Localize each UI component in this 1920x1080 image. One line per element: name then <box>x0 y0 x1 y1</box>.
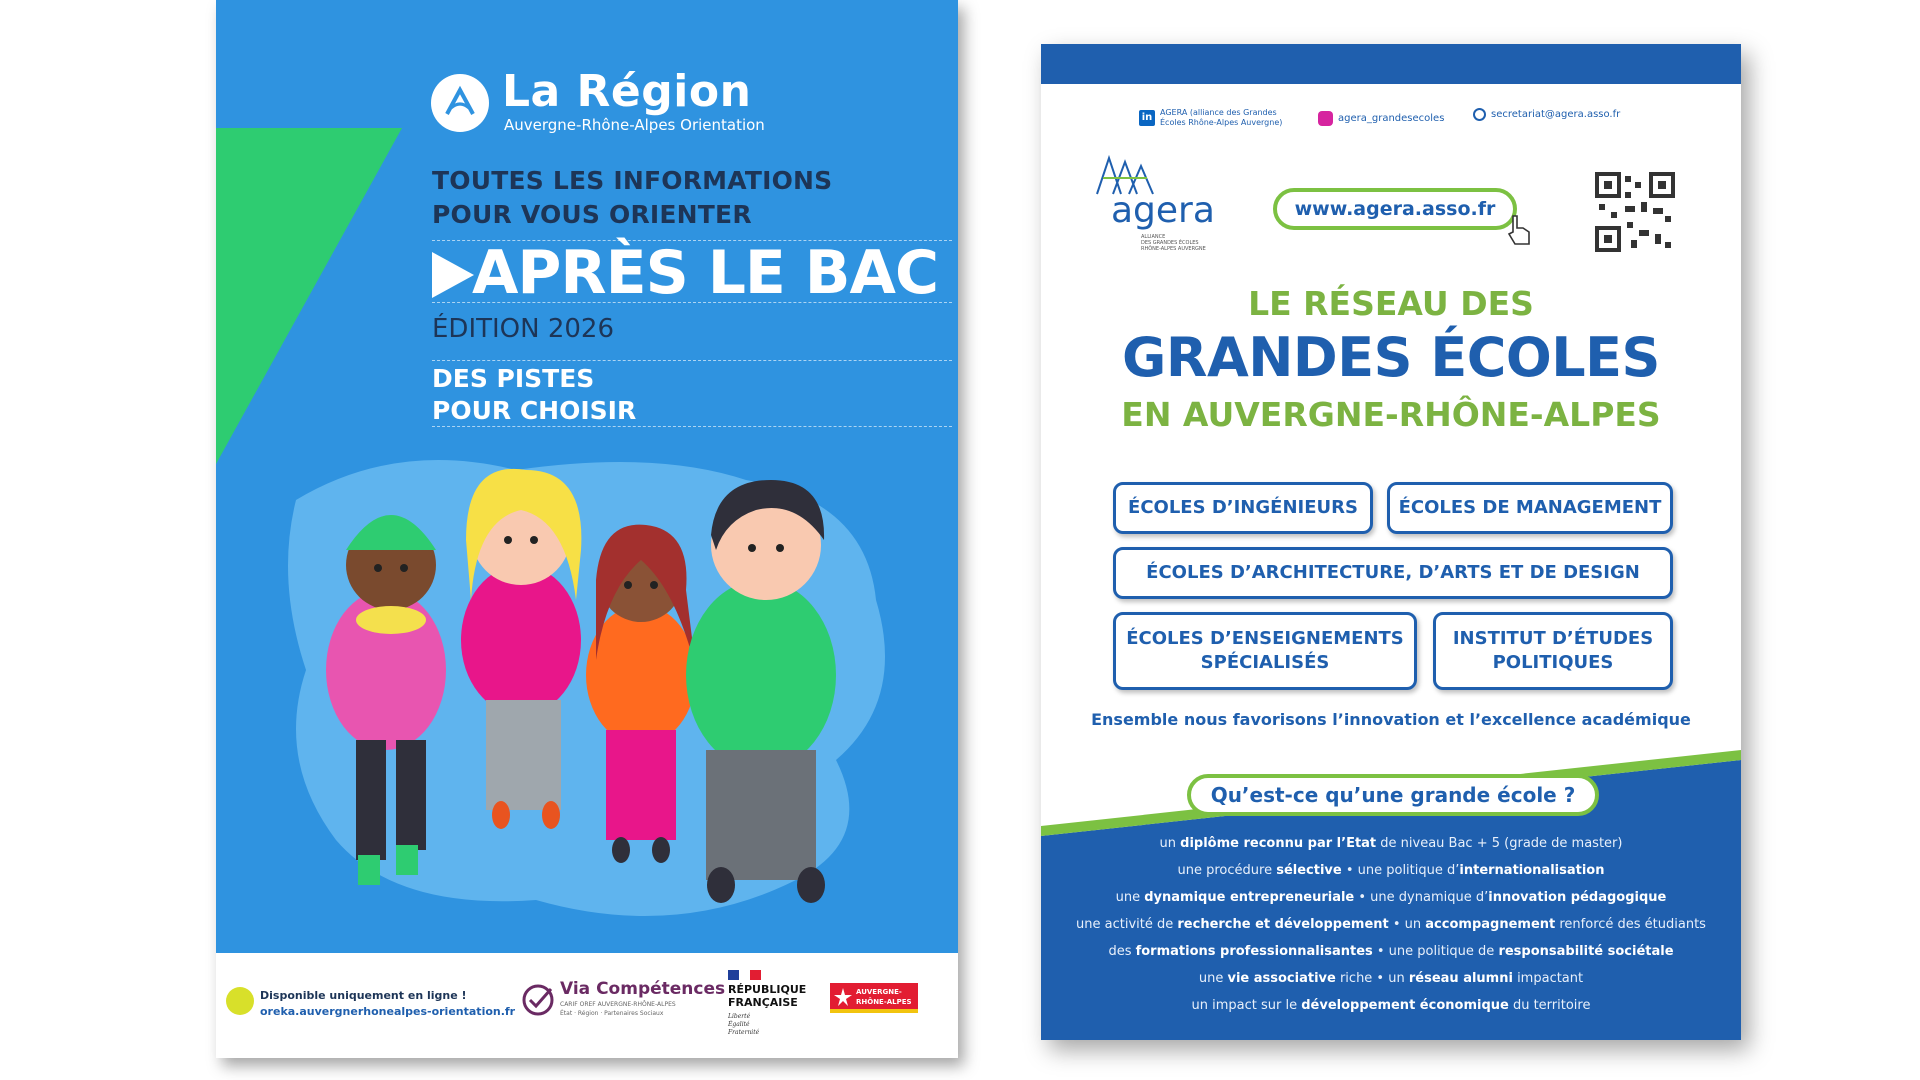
definition-text: un impact sur le <box>1191 998 1302 1013</box>
definition-text: de niveau Bac + 5 (grade de master) <box>1376 836 1623 851</box>
definition-text: riche • un <box>1335 971 1409 986</box>
definition-text: • une dynamique d’ <box>1354 890 1489 905</box>
region-ara-logo <box>830 983 918 1013</box>
agera-logo-text: agera <box>1111 190 1215 231</box>
linkedin-icon: in <box>1139 110 1155 126</box>
definition-text: • une politique de <box>1372 944 1499 959</box>
republique-line-2: FRANÇAISE <box>728 996 798 1009</box>
qr-code-icon[interactable] <box>1595 172 1675 252</box>
definition-line <box>1041 890 1741 905</box>
definition-text: • un <box>1388 917 1426 932</box>
top-blue-bar <box>1041 44 1741 84</box>
main-title: APRÈS LE BAC <box>472 238 939 308</box>
region-ara-text-2: RHÔNE-ALPES <box>856 998 912 1006</box>
definition-text: du territoire <box>1508 998 1591 1013</box>
definition-text: un <box>1159 836 1181 851</box>
instagram-handle: agera_grandesecoles <box>1338 113 1445 124</box>
edition-label: ÉDITION 2026 <box>432 314 615 344</box>
brand-subtitle: Auvergne-Rhône-Alpes Orientation <box>504 116 765 134</box>
definition-keyword: diplôme reconnu par l’Etat <box>1180 836 1377 851</box>
heading-line-2: POUR VOUS ORIENTER <box>432 200 752 229</box>
via-competences-title: Via Compétences <box>560 979 726 999</box>
question-bubble: Qu’est-ce qu’une grande école ? <box>1187 774 1599 816</box>
divider <box>432 360 952 361</box>
pointer-hand-icon <box>1505 214 1535 248</box>
agera-logo-sub-1: ALLIANCE <box>1141 234 1166 240</box>
definition-text: • une politique d’ <box>1341 863 1460 878</box>
box-ecoles-architecture: ÉCOLES D’ARCHITECTURE, D’ARTS ET DE DESIGN <box>1113 547 1673 599</box>
definition-text: renforcé des étudiants <box>1555 917 1706 932</box>
via-competences-check-icon <box>521 983 555 1017</box>
flyer-tagline: Ensemble nous favorisons l’innovation et l’excellence académique <box>1091 710 1691 729</box>
motto-egalite: Égalité <box>728 1021 750 1028</box>
students-illustration <box>276 440 916 940</box>
definition-keyword: développement économique <box>1301 998 1509 1013</box>
french-flag-icon <box>728 970 761 980</box>
definition-keyword: innovation pédagogique <box>1488 890 1667 905</box>
definition-line <box>1041 944 1741 959</box>
linkedin-text-2: Écoles Rhône-Alpes Auvergne) <box>1160 118 1283 127</box>
pistes-line-2: POUR CHOISIR <box>432 396 637 425</box>
definition-text: des <box>1108 944 1136 959</box>
agera-website-link[interactable] <box>1273 188 1517 230</box>
region-ara-text-1: AUVERGNE- <box>856 988 902 996</box>
flyer-title-3: EN AUVERGNE-RHÔNE-ALPES <box>1121 395 1661 434</box>
instagram-icon <box>1318 111 1333 126</box>
agera-logo-sub-3: RHÔNE-ALPES AUVERGNE <box>1141 246 1206 252</box>
agera-flyer <box>1041 44 1741 1040</box>
definition-keyword: formations professionnalisantes <box>1135 944 1373 959</box>
email-link[interactable] <box>1473 108 1620 121</box>
online-badge-icon <box>226 987 254 1015</box>
definition-keyword: réseau alumni <box>1408 971 1513 986</box>
definition-keyword: vie associative <box>1227 971 1336 986</box>
linkedin-link[interactable] <box>1139 108 1282 128</box>
motto-liberte: Liberté <box>728 1013 751 1020</box>
definition-line <box>1041 971 1741 986</box>
region-ara-star-icon <box>834 988 852 1006</box>
agera-logo-sub-2: DES GRANDES ÉCOLES <box>1141 240 1199 246</box>
play-arrow-icon <box>432 252 474 298</box>
definition-line <box>1041 917 1741 932</box>
definition-keyword: dynamique entrepreneuriale <box>1144 890 1355 905</box>
definition-keyword: sélective <box>1276 863 1342 878</box>
box-institut-etudes-politiques: INSTITUT D’ÉTUDES POLITIQUES <box>1433 612 1673 690</box>
definition-line <box>1041 863 1741 878</box>
brochure-footer <box>216 953 958 1058</box>
box-ecoles-management: ÉCOLES DE MANAGEMENT <box>1387 482 1673 534</box>
definition-keyword: accompagnement <box>1425 917 1556 932</box>
flyer-title-1: LE RÉSEAU DES <box>1248 284 1534 323</box>
definition-keyword: internationalisation <box>1459 863 1605 878</box>
definition-line <box>1041 998 1741 1013</box>
definition-text: impactant <box>1512 971 1584 986</box>
pistes-line-1: DES PISTES <box>432 364 595 393</box>
green-triangle-decoration <box>216 128 406 468</box>
definition-keyword: recherche et développement <box>1177 917 1389 932</box>
box-ecoles-ingenieurs: ÉCOLES D’INGÉNIEURS <box>1113 482 1373 534</box>
email-icon <box>1473 108 1486 121</box>
orientation-brochure-cover <box>216 0 958 1058</box>
region-logo-icon <box>431 74 489 132</box>
email-address: secretariat@agera.asso.fr <box>1491 109 1621 120</box>
via-competences-sub-1: CARIF OREF AUVERGNE-RHÔNE-ALPES <box>560 1001 676 1008</box>
divider <box>432 302 952 303</box>
republique-line-1: RÉPUBLIQUE <box>728 983 807 996</box>
brand-title: La Région <box>502 66 752 117</box>
via-competences-sub-2: État · Région · Partenaires Sociaux <box>560 1010 664 1017</box>
divider <box>432 426 952 427</box>
box-ecoles-enseignements: ÉCOLES D’ENSEIGNEMENTS SPÉCIALISÉS <box>1113 612 1417 690</box>
instagram-link[interactable] <box>1318 111 1444 126</box>
online-url[interactable]: oreka.auvergnerhonealpes-orientation.fr <box>260 1005 516 1018</box>
online-label: Disponible uniquement en ligne ! <box>260 989 467 1002</box>
definition-text: une activité de <box>1076 917 1178 932</box>
agera-logo-sub <box>1141 234 1206 252</box>
definition-text: une <box>1115 890 1145 905</box>
definition-text: une procédure <box>1177 863 1277 878</box>
linkedin-text-1: AGERA (alliance des Grandes <box>1160 108 1277 117</box>
motto-fraternite: Fraternité <box>728 1029 760 1036</box>
definition-text: une <box>1198 971 1228 986</box>
heading-line-1: TOUTES LES INFORMATIONS <box>432 166 833 195</box>
definition-line <box>1041 836 1741 851</box>
definition-keyword: responsabilité sociétale <box>1498 944 1674 959</box>
flyer-title-2: GRANDES ÉCOLES <box>1122 326 1660 389</box>
agera-website-text: www.agera.asso.fr <box>1294 198 1496 220</box>
